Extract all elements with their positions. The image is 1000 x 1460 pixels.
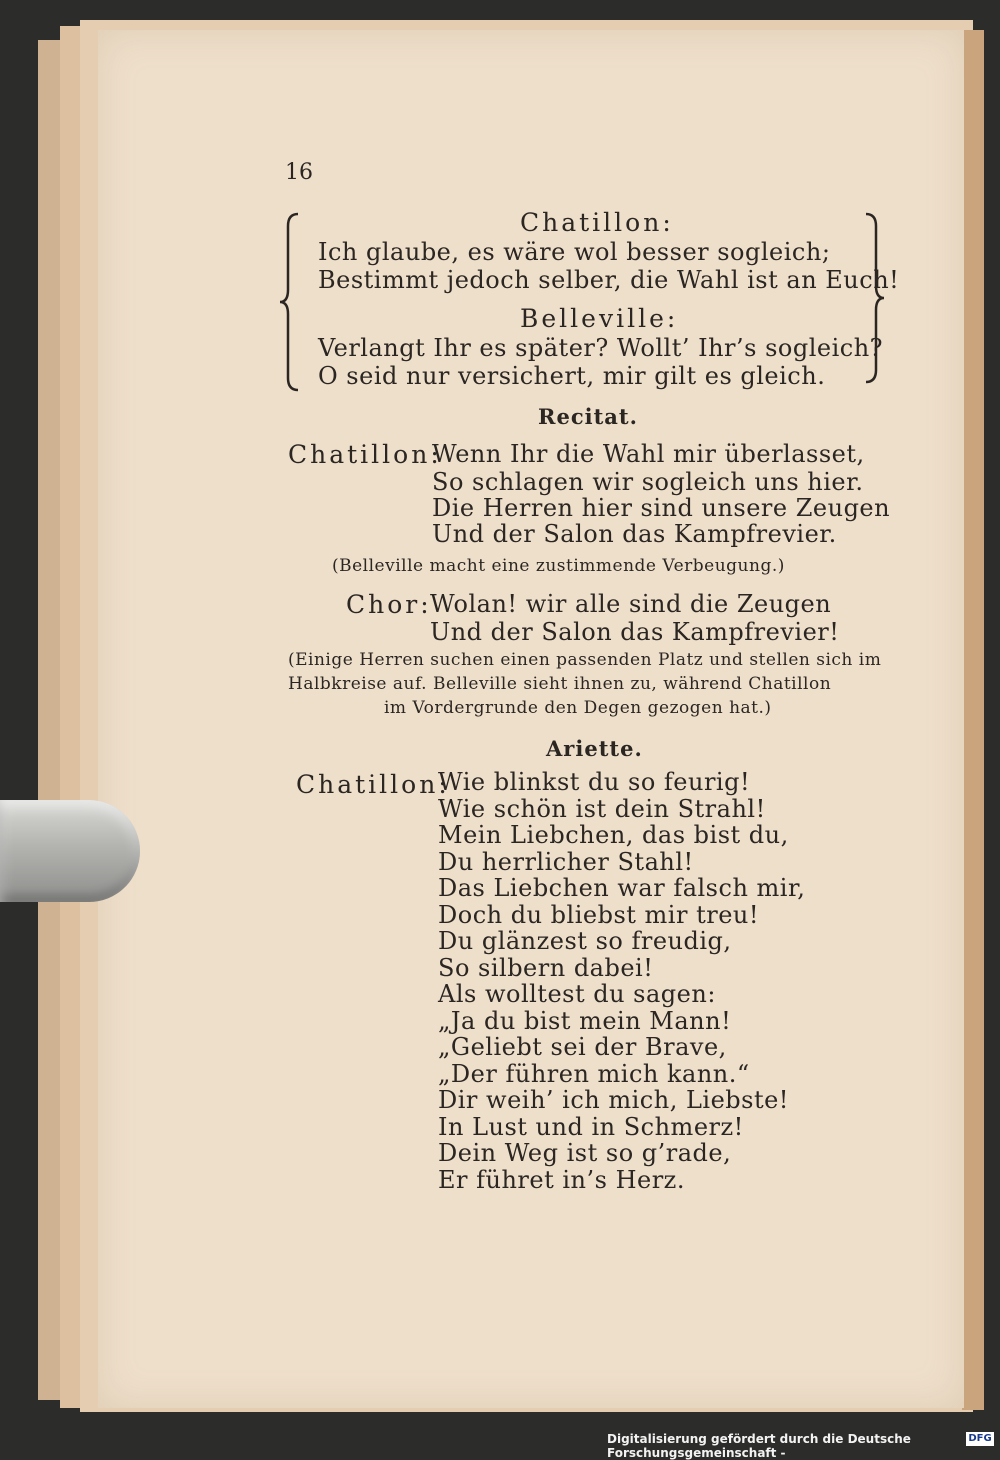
stage-direction: Halbkreise auf. Belleville sieht ihnen zu, während Chatillon: [288, 674, 832, 694]
verse-line: Verlangt Ihr es später? Wollt’ Ihr’s sogleich?: [318, 334, 884, 362]
speaker-name: Belleville:: [520, 304, 679, 333]
verse-line: Mein Liebchen, das bist du,: [438, 821, 789, 849]
verse-line: Wie blinkst du so feurig!: [438, 768, 751, 796]
verse-line: O seid nur versichert, mir gilt es gleich.: [318, 362, 826, 390]
speaker-name: Chatillon:: [296, 770, 450, 799]
section-heading: Ariette.: [546, 736, 643, 761]
stage-direction: im Vordergrunde den Degen gezogen hat.): [384, 698, 772, 718]
verse-line: „Geliebt sei der Brave,: [438, 1033, 727, 1061]
verse-line: So silbern dabei!: [438, 953, 654, 982]
verse-line: Ich glaube, es wäre wol besser sogleich;: [318, 238, 831, 266]
verse-line: So schlagen wir sogleich uns hier.: [432, 468, 864, 496]
verse-line: „Der führen mich kann.“: [438, 1059, 750, 1088]
left-brace: [278, 212, 302, 392]
verse-line: Und der Salon das Kampfrevier.: [432, 520, 837, 548]
dfg-logo: DFG: [966, 1432, 994, 1446]
verse-line: „Ja du bist mein Mann!: [438, 1006, 732, 1035]
verse-line: Bestimmt jedoch selber, die Wahl ist an Euch!: [318, 266, 900, 294]
verse-line: Wolan! wir alle sind die Zeugen: [430, 590, 832, 618]
verse-line: Er führet in’s Herz.: [438, 1165, 685, 1194]
verse-line: Wie schön ist dein Strahl!: [438, 794, 766, 823]
verse-line: Du glänzest so freudig,: [438, 927, 732, 955]
stage-direction: (Einige Herren suchen einen passenden Platz und stellen sich im: [288, 650, 882, 670]
speaker-name: Chatillon:: [520, 208, 674, 237]
verse-line: Dir weih’ ich mich, Liebste!: [438, 1086, 789, 1114]
verse-line: In Lust und in Schmerz!: [438, 1112, 744, 1141]
verse-line: Das Liebchen war falsch mir,: [438, 874, 806, 902]
verse-line: Doch du bliebst mir treu!: [438, 900, 759, 929]
book-right-edge: [962, 30, 984, 1410]
verse-line: Du herrlicher Stahl!: [438, 847, 694, 876]
verse-line: Dein Weg ist so g’rade,: [438, 1139, 732, 1167]
section-heading: Recitat.: [538, 404, 638, 429]
verse-line: Wenn Ihr die Wahl mir überlasset,: [432, 440, 865, 468]
speaker-name: Chatillon:: [288, 440, 442, 469]
verse-line: Und der Salon das Kampfrevier!: [430, 618, 840, 646]
footer-credit: Digitalisierung gefördert durch die Deutsche Forschungsgemeinschaft -: [607, 1432, 911, 1460]
verse-line: Als wolltest du sagen:: [438, 980, 716, 1008]
stage-direction: (Belleville macht eine zustimmende Verbeugung.): [332, 556, 785, 576]
page-number: 16: [285, 160, 313, 185]
speaker-name: Chor:: [346, 590, 432, 619]
verse-line: Die Herren hier sind unsere Zeugen: [432, 494, 891, 522]
glass-clip: [0, 800, 140, 902]
